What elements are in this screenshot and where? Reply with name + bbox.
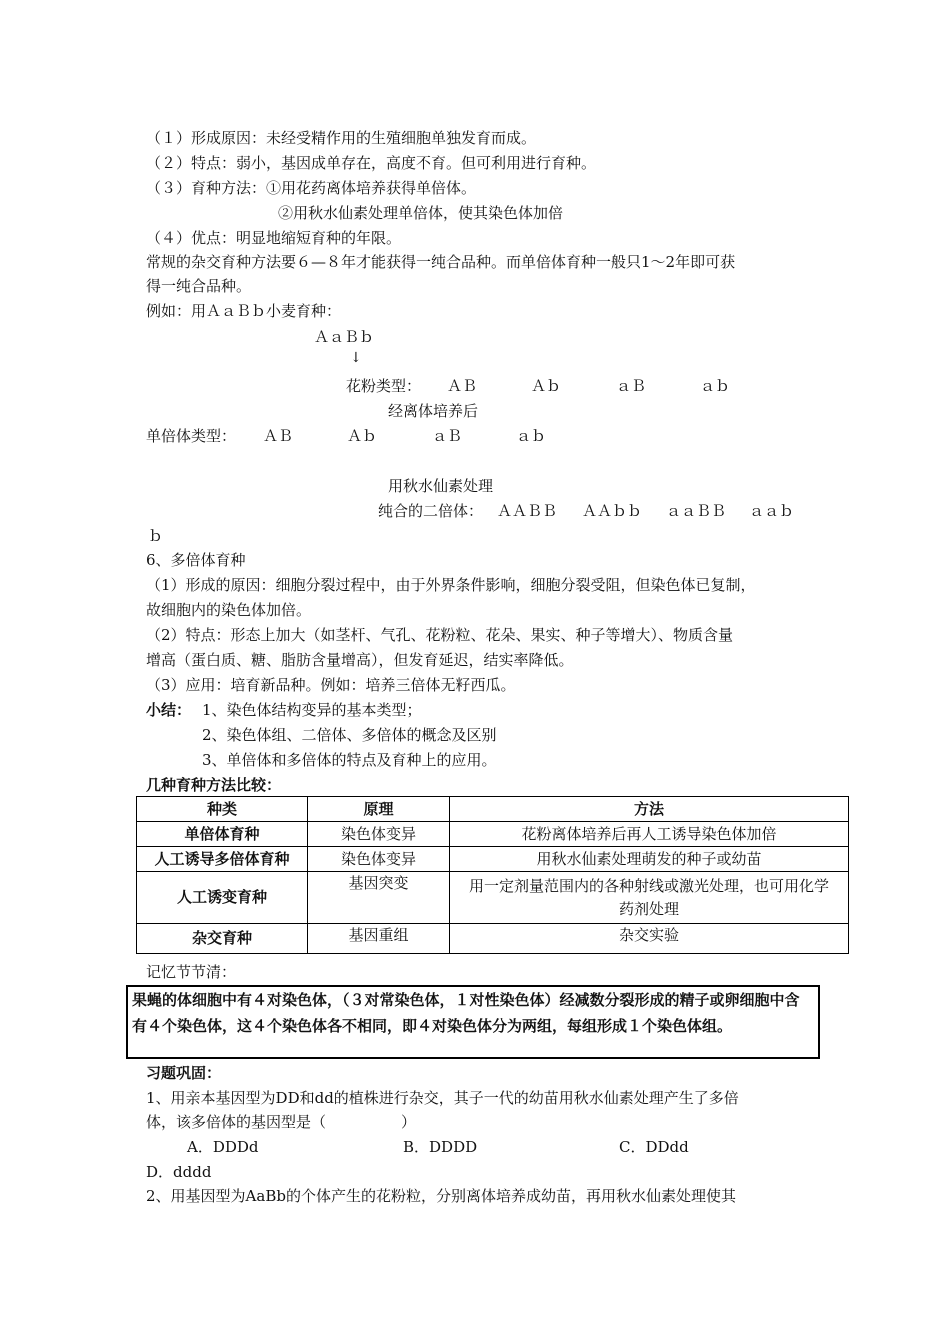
header-method: 方法 bbox=[450, 797, 849, 822]
polyploid-cause-1: （1）形成的原因：细胞分裂过程中，由于外界条件影响，细胞分裂受阻，但染色体已复制， bbox=[146, 576, 756, 594]
haploid-type: ａＢ bbox=[432, 427, 463, 445]
summary-item: 1、染色体结构变异的基本类型； bbox=[202, 701, 422, 719]
table-row bbox=[137, 847, 849, 872]
diploid-type: ａａｂ bbox=[749, 502, 795, 520]
haploid-type: Ａｂ bbox=[347, 427, 378, 445]
cell-principle: 基因重组 bbox=[308, 924, 450, 954]
cell-kind: 杂交育种 bbox=[137, 924, 308, 954]
haploid-cause: （１）形成原因：未经受精作用的生殖细胞单独发育而成。 bbox=[146, 129, 537, 147]
example-intro: 例如：用ＡａＢｂ小麦育种： bbox=[146, 302, 342, 320]
option-c: C．DDdd bbox=[619, 1138, 689, 1156]
haploid-compare-1: 常规的杂交育种方法要６—８年才能获得一纯合品种。而单倍体育种一般只1～2年即可获 bbox=[146, 253, 736, 271]
polyploid-application: （3）应用：培育新品种。例如：培养三倍体无籽西瓜。 bbox=[146, 676, 516, 694]
diploid-tail: ｂ bbox=[148, 527, 164, 545]
cell-method: 杂交实验 bbox=[450, 924, 849, 954]
question-1-line-1: 1、用亲本基因型为DD和dd的植株进行杂交，其子一代的幼苗用秋水仙素处理产生了多倍 bbox=[146, 1089, 739, 1107]
comparison-title: 几种育种方法比较： bbox=[146, 776, 282, 794]
header-principle: 原理 bbox=[308, 797, 450, 822]
haploid-advantage: （４）优点：明显地缩短育种的年限。 bbox=[146, 229, 402, 247]
cell-method: 用一定剂量范围内的各种射线或激光处理，也可用化学药剂处理 bbox=[450, 872, 849, 924]
option-b: B．DDDD bbox=[403, 1138, 478, 1156]
question-2-line-1: 2、用基因型为AaBb的个体产生的花粉粒，分别离体培养成幼苗，再用秋水仙素处理使其 bbox=[146, 1187, 736, 1205]
cell-principle: 染色体变异 bbox=[308, 847, 450, 872]
polyploid-feature-1: （2）特点：形态上加大（如茎杆、气孔、花粉粒、花朵、果实、种子等增大）、物质含量 bbox=[146, 626, 734, 644]
diploid-type: ＡＡｂｂ bbox=[582, 502, 643, 520]
cell-method: 用秋水仙素处理萌发的种子或幼苗 bbox=[450, 847, 849, 872]
pollen-type: ＡＢ bbox=[447, 377, 478, 395]
parent-genotype: ＡａＢｂ bbox=[314, 328, 375, 346]
memo-box: 果蝇的体细胞中有４对染色体，（３对常染色体，１对性染色体）经减数分裂形成的精子或卵细胞中含有４个染色体，这４个染色体各不相同，即４对染色体分为两组，每组形成１个染色体组。 bbox=[126, 985, 820, 1059]
pollen-type: ａｂ bbox=[700, 377, 731, 395]
summary-item: 2、染色体组、二倍体、多倍体的概念及区别 bbox=[202, 726, 497, 744]
cell-method: 花粉离体培养后再人工诱导染色体加倍 bbox=[450, 822, 849, 847]
diploid-type: ａａＢＢ bbox=[666, 502, 727, 520]
summary-item: 3、单倍体和多倍体的特点及育种上的应用。 bbox=[202, 751, 497, 769]
pollen-type: ａＢ bbox=[616, 377, 647, 395]
cell-principle: 基因突变 bbox=[308, 872, 450, 924]
haploid-compare-2: 得一纯合品种。 bbox=[146, 277, 252, 295]
step-culture: 经离体培养后 bbox=[388, 402, 479, 420]
option-d: D．dddd bbox=[146, 1163, 212, 1181]
polyploid-cause-2: 故细胞内的染色体加倍。 bbox=[146, 601, 312, 619]
polyploid-title: 6、多倍体育种 bbox=[146, 551, 246, 569]
haploid-label: 单倍体类型： bbox=[146, 427, 237, 445]
pollen-label: 花粉类型： bbox=[346, 377, 422, 395]
haploid-feature: （２）特点：弱小，基因成单存在，高度不育。但可利用进行育种。 bbox=[146, 154, 597, 172]
exercise-title: 习题巩固： bbox=[146, 1064, 222, 1082]
option-a: A．DDDd bbox=[187, 1138, 259, 1156]
down-arrow-icon: ↓ bbox=[350, 350, 362, 366]
diploid-type: ＡＡＢＢ bbox=[497, 502, 558, 520]
summary-label: 小结： bbox=[146, 701, 192, 719]
memo-label: 记忆节节清： bbox=[146, 963, 237, 981]
pollen-type: Ａｂ bbox=[531, 377, 562, 395]
polyploid-feature-2: 增高（蛋白质、糖、脂肪含量增高），但发育延迟，结实率降低。 bbox=[146, 651, 574, 669]
haploid-method-1: （３）育种方法：①用花药离体培养获得单倍体。 bbox=[146, 179, 477, 197]
table-row bbox=[137, 872, 849, 924]
haploid-type: ＡＢ bbox=[263, 427, 294, 445]
comparison-table bbox=[136, 796, 849, 954]
cell-principle: 染色体变异 bbox=[308, 822, 450, 847]
question-1-line-2: 体，该多倍体的基因型是（ ） bbox=[146, 1113, 417, 1131]
table-header-row bbox=[137, 797, 849, 822]
diploid-label: 纯合的二倍体： bbox=[378, 502, 484, 520]
cell-kind: 人工诱导多倍体育种 bbox=[137, 847, 308, 872]
header-kind: 种类 bbox=[137, 797, 308, 822]
cell-kind: 人工诱变育种 bbox=[137, 872, 308, 924]
table-row bbox=[137, 822, 849, 847]
table-row bbox=[137, 924, 849, 954]
cell-kind: 单倍体育种 bbox=[137, 822, 308, 847]
step-colchicine: 用秋水仙素处理 bbox=[388, 477, 494, 495]
haploid-type: ａｂ bbox=[516, 427, 547, 445]
haploid-method-2: ②用秋水仙素处理单倍体，使其染色体加倍 bbox=[278, 204, 564, 222]
